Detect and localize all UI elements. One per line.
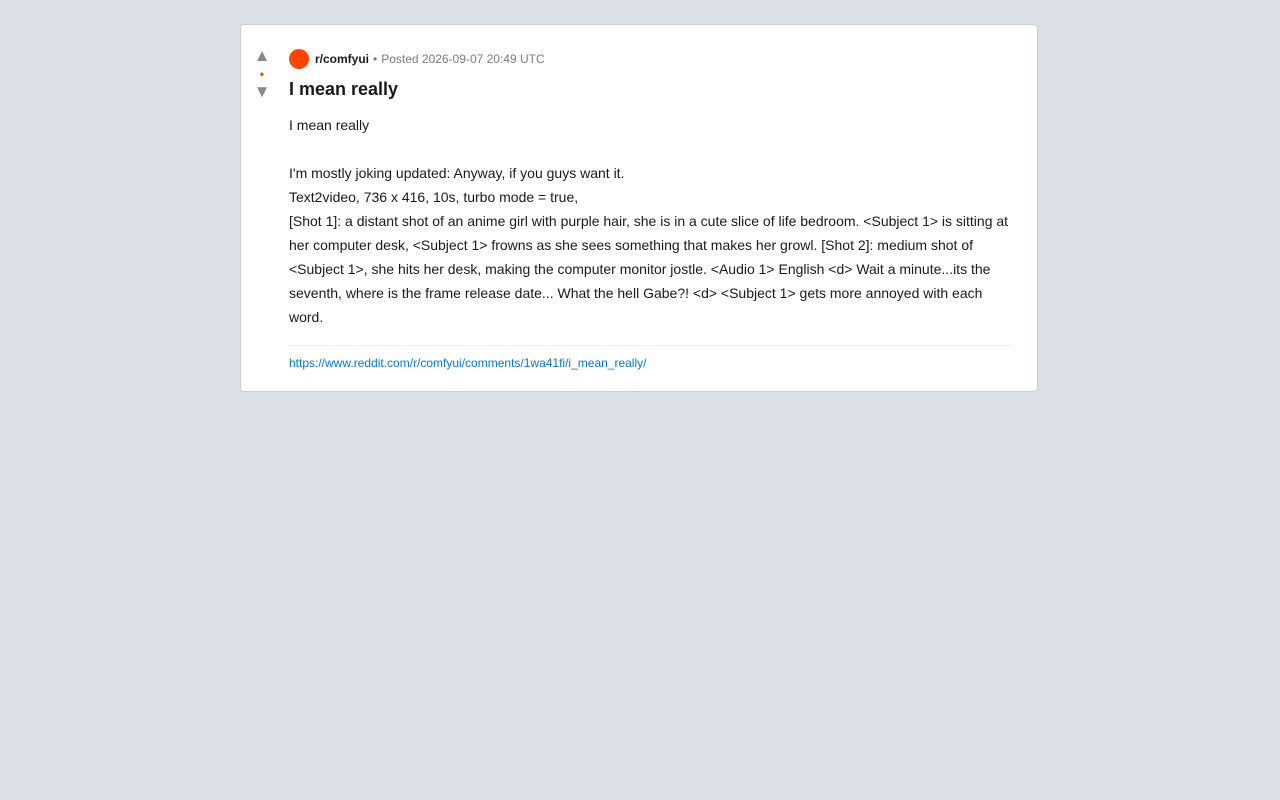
post-card (240, 24, 1038, 392)
meta-separator: • (373, 52, 378, 66)
post-content (289, 49, 1013, 372)
body-paragraph: [Shot 1]: a distant shot of an anime girl with purple hair, she is in a cute slice of life bedroom. <Subject 1> is sitting at her computer desk, <Subject 1> frowns as she sees something that makes her growl. [Shot 2]: medium shot of <Subject 1>, she hits her desk, making the computer monitor jostle. <Audio 1> English <d> Wait a minute...its the seventh, where is the frame release date... What the hell Gabe?! <d> <Subject 1> gets more annoyed with each word. (289, 213, 1009, 325)
post-body (289, 113, 1013, 329)
body-paragraph: Text2video, 736 x 416, 10s, turbo mode = true, (289, 189, 579, 205)
subreddit-link[interactable]: r/comfyui (315, 52, 370, 66)
subreddit-icon[interactable] (289, 49, 309, 69)
body-paragraph: I mean really (289, 117, 370, 133)
vote-column (251, 47, 273, 101)
downvote-arrow-icon[interactable]: ▼ (253, 82, 271, 101)
permalink-link[interactable]: https://www.reddit.com/r/comfyui/comments/1wa41fi/i_mean_really/ (289, 356, 647, 370)
upvote-arrow-icon[interactable]: ▲ (253, 46, 271, 65)
paragraph-gap (289, 137, 1013, 161)
body-paragraph: I'm mostly joking updated: Anyway, if you guys want it. (289, 165, 625, 181)
posted-timestamp: Posted 2026-09-07 20:49 UTC (381, 52, 545, 66)
vote-score: • (259, 67, 265, 81)
post-title[interactable]: I mean really (289, 79, 399, 99)
divider (289, 345, 1013, 346)
post-meta (289, 49, 1013, 69)
